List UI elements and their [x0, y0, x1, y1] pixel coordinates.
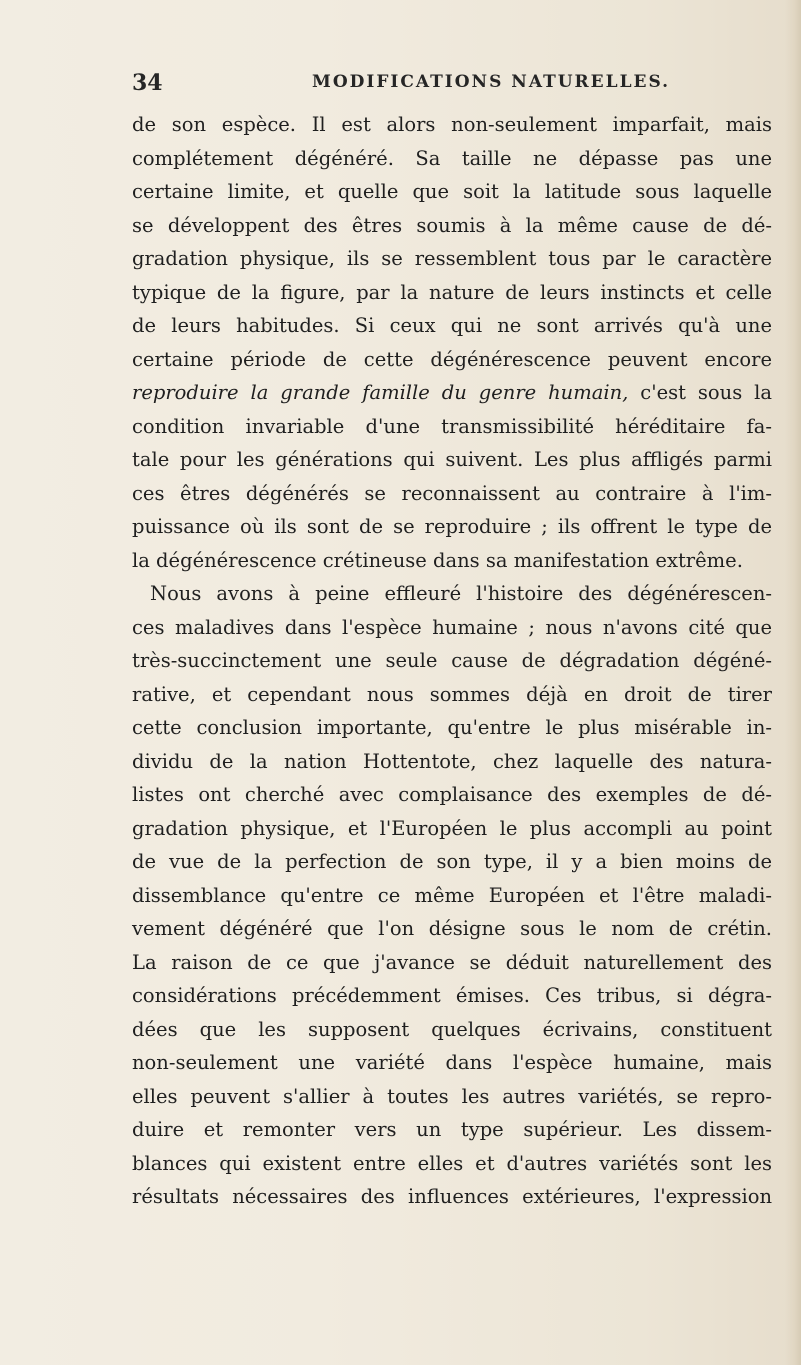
text-line: de son espèce. Il est alors non-seulement imparfait, mais [132, 113, 772, 136]
text-line: considérations précédemment émises. Ces tribus, si dégra- [132, 984, 772, 1007]
text-line: typique de la figure, par la nature de leurs instincts et celle [132, 280, 772, 304]
text-line: elles peuvent s'allier à toutes les autres variétés, se repro- [132, 1084, 772, 1108]
text-line: très-succinctement une seule cause de dégradation dégéné- [132, 649, 772, 672]
paragraph-1 [132, 108, 772, 577]
text-line: tale pour les générations qui suivent. Les plus affligés parmi [132, 448, 772, 471]
text-line: Nous avons à peine effleuré l'histoire des dégénérescen- [150, 582, 772, 605]
page-edge-shadow [785, 0, 801, 1365]
text-line: vement dégénéré que l'on désigne sous le nom de crétin. [132, 917, 772, 940]
text-line: ces êtres dégénérés se reconnaissent au contraire à l'im- [132, 481, 772, 505]
text-line: résultats nécessaires des influences extérieures, l'expression [132, 1185, 772, 1208]
text-line: de leurs habitudes. Si ceux qui ne sont arrivés qu'à une [132, 314, 772, 337]
text-line-mixed [132, 376, 772, 410]
text-line: complétement dégénéré. Sa taille ne dépasse pas une [132, 146, 772, 170]
text-line: La raison de ce que j'avance se déduit naturellement des [132, 950, 772, 974]
text-line: rative, et cependant nous sommes déjà en droit de tirer [132, 682, 772, 706]
text-line: se développent des êtres soumis à la même cause de dé- [132, 213, 772, 237]
text-fragment: c'est sous la [628, 381, 772, 404]
text-line: duire et remonter vers un type supérieur. Les dissem- [132, 1118, 772, 1141]
text-line: listes ont cherché avec complaisance des exemples de dé- [132, 783, 772, 806]
page-header [132, 70, 772, 100]
text-line: gradation physique, et l'Européen le plus accompli au point [132, 816, 772, 840]
text-line: certaine période de cette dégénérescence peuvent encore [132, 347, 772, 371]
body-text [132, 108, 772, 1214]
text-line: blances qui existent entre elles et d'autres variétés sont les [132, 1151, 772, 1175]
italic-phrase: reproduire la grande famille du genre humain, [132, 381, 629, 404]
text-line: de vue de la perfection de son type, il y a bien moins de [132, 850, 772, 873]
text-line: puissance où ils sont de se reproduire ; ils offrent le type de [132, 515, 772, 538]
text-line: condition invariable d'une transmissibilité héréditaire fa- [132, 414, 772, 438]
text-line: dées que les supposent quelques écrivains, constituent [132, 1017, 772, 1041]
text-line: dissemblance qu'entre ce même Européen et l'être maladi- [132, 883, 772, 907]
text-line: ces maladives dans l'espèce humaine ; nous n'avons cité que [132, 615, 772, 639]
running-head: MODIFICATIONS NATURELLES. [312, 72, 671, 92]
text-line: non-seulement une variété dans l'espèce humaine, mais [132, 1051, 772, 1074]
text-line: gradation physique, ils se ressemblent tous par le caractère [132, 247, 772, 270]
text-line: cette conclusion importante, qu'entre le plus misérable in- [132, 716, 772, 739]
text-line: dividu de la nation Hottentote, chez laquelle des natura- [132, 749, 772, 773]
text-line: certaine limite, et quelle que soit la latitude sous laquelle [132, 180, 772, 203]
paragraph-2 [132, 577, 772, 1214]
page-number: 34 [132, 70, 163, 96]
text-line: la dégénérescence crétineuse dans sa manifestation extrême. [132, 548, 743, 572]
